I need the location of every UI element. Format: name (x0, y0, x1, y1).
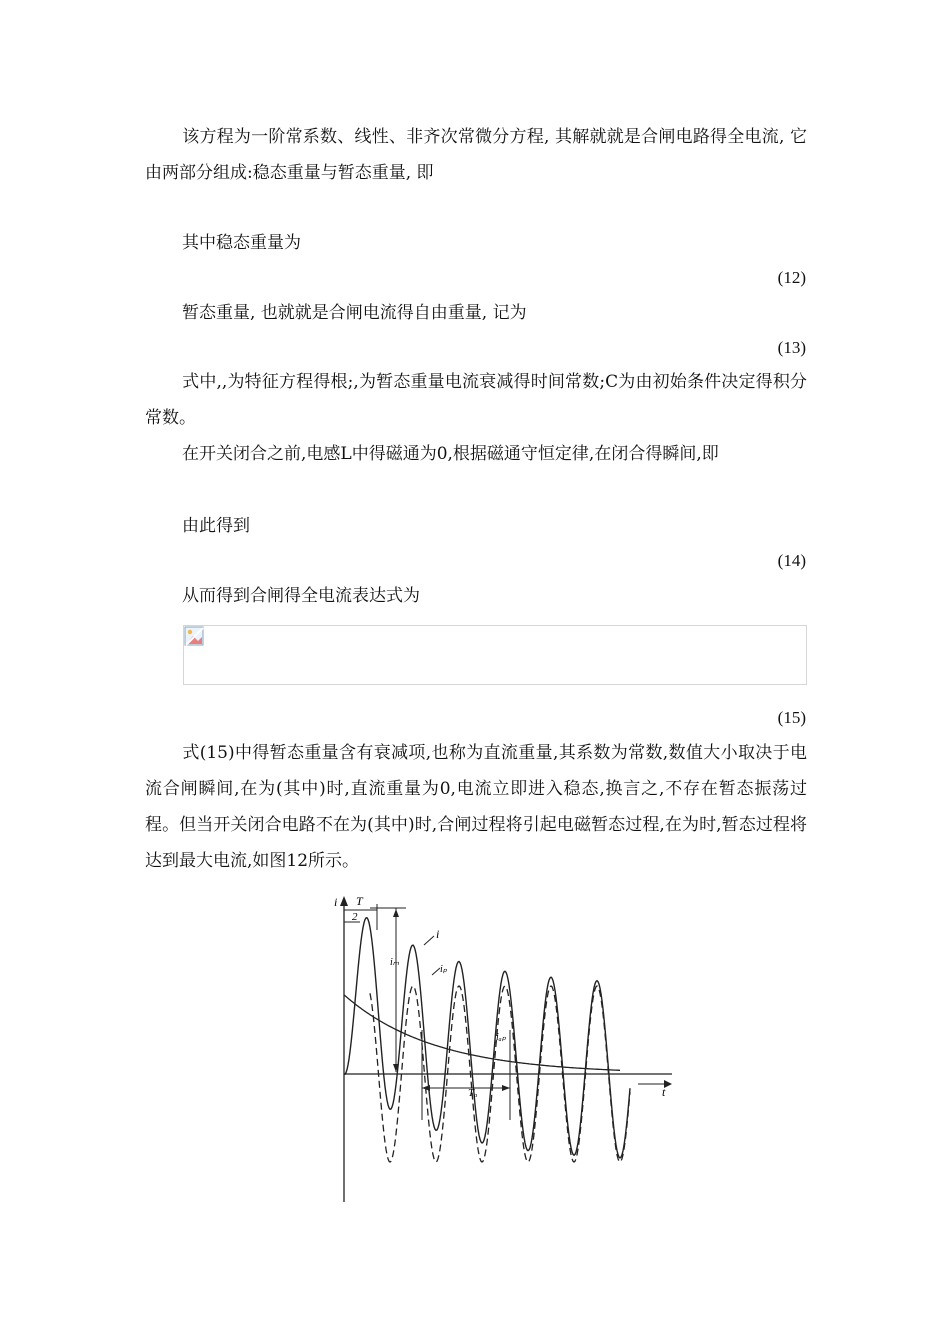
inrush-current-figure (330, 890, 680, 1206)
im-label: iₘ (390, 957, 400, 968)
paragraph-before-closing: 在开关闭合之前,电感L中得磁通为0,根据磁通守恒定律,在闭合得瞬间,即 (182, 444, 719, 464)
equation-number-14: (14) (777, 551, 806, 570)
im-arrow-head-top (393, 909, 399, 917)
y-axis-label: i (334, 895, 338, 909)
iap-label: iₐₚ (496, 1032, 506, 1043)
ta-label: Tₐ (468, 1087, 478, 1099)
paragraph-steady-component: 其中稳态重量为 (182, 233, 301, 253)
period-label: T (356, 894, 363, 908)
ta-arrow-head-right (502, 1085, 510, 1091)
ip-label: iₚ (440, 964, 448, 975)
curve-i-label: i (436, 927, 440, 941)
curve-i-total (344, 918, 630, 1158)
paragraph-where: 式中,,为特征方程得根;,为暂态重量电流衰减得时间常数;C为由初始条件决定得积分常数。 (145, 372, 807, 428)
equation-image-placeholder (183, 625, 807, 685)
equation-number-12: (12) (777, 268, 806, 287)
equation-number-15: (15) (777, 708, 806, 727)
paragraph-therefore: 由此得到 (182, 516, 250, 536)
broken-image-icon (184, 626, 206, 648)
paragraph-transient-component: 暂态重量, 也就就是合闸电流得自由重量, 记为 (182, 303, 527, 323)
paragraph-equation-description: 该方程为一阶常系数、线性、非齐次常微分方程, 其解就就是合闸电路得全电流, 它由两部分组成:稳态重量与暂态重量, 即 (145, 127, 807, 183)
pointer-ip (432, 968, 440, 975)
pointer-i (424, 936, 434, 945)
x-axis-label: t (662, 1085, 666, 1099)
equation-number-13: (13) (777, 338, 806, 357)
paragraph-dc-component: 式(15)中得暂态重量含有衰减项,也称为直流重量,其系数为常数,数值大小取决于电流合闸瞬间,在为(其中)时,直流重量为0,电流立即进入稳态,换言之,不存在暂态振荡过程。但当开关闭合电路不在为(其中)时,合闸过程将引起电磁暂态过程,在为时,暂态过程将达到最大电流,如图12所示。 (145, 743, 807, 871)
half-period-label: 2 (352, 911, 358, 923)
y-axis-arrow (340, 896, 348, 906)
paragraph-full-current: 从而得到合闸得全电流表达式为 (182, 586, 420, 606)
curve-iap-decay (344, 995, 620, 1071)
